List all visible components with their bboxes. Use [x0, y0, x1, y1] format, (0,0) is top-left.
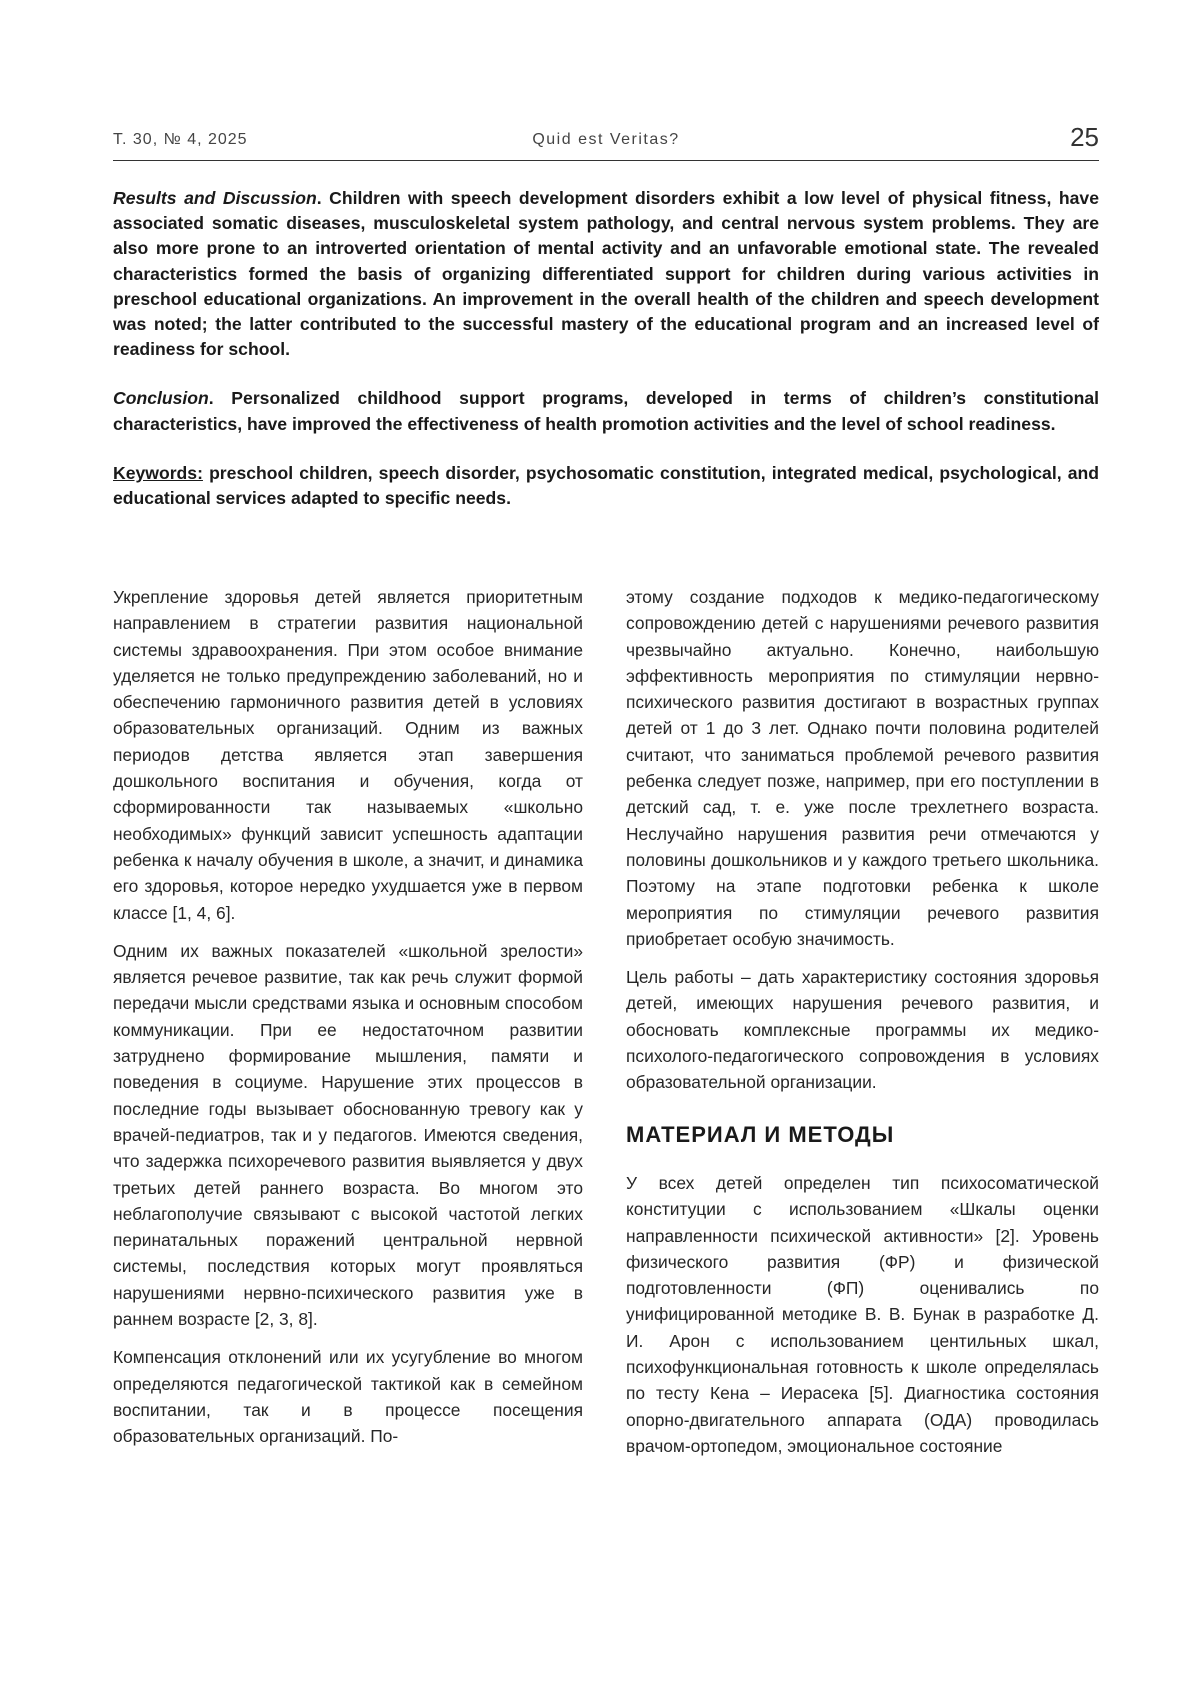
left-column [113, 584, 583, 1462]
body-paragraph: Цель работы – дать характеристику состояния здоровья детей, имеющих нарушения речевого развития, и обосновать комплексные программы их медико-психолого-педагогического сопровождения в условиях образовательной организации. [626, 967, 1099, 1093]
results-text: . Children with speech development disorders exhibit a low level of physical fitness, have associated somatic diseases, musculoskeletal system pathology, and central nervous system problems. They are also more prone to an introverted orientation of mental activity and an unfavorable emotional state. The revealed characteristics formed the basis of organizing differentiated support for children during various activities in preschool educational organizations. An improvement in the overall health of the children and speech development was noted; the latter contributed to the successful mastery of the educational program and an increased level of readiness for school. [113, 188, 1099, 360]
body-paragraph: Компенсация отклонений или их усугубление во многом определяются педагогической тактикой как в семейном воспитании, так и в процессе посещения образовательных организаций. По- [113, 1347, 583, 1447]
keywords-text: preschool children, speech disorder, psychosomatic constitution, integrated medical, psychological, and educational services adapted to specific needs. [113, 462, 1099, 509]
conclusion-text: . Personalized childhood support programs, developed in terms of children’s constitutional characteristics, have improved the effectiveness of health promotion activities and the level of school readiness. [113, 388, 1099, 434]
running-header [113, 120, 1099, 161]
right-column [626, 584, 1099, 1471]
methods-paragraph: У всех детей определен тип психосоматической конституции с использованием «Шкалы оценки направленности психической активности» [2]. Уровень физического развития (ФР) и физической подготовленности (ФП) оценивались по унифицированной методике В. В. Бунак в разработке Д. И. Арон с использованием центильных шкал, психофункциональная готовность к школе определялась по тесту Кена – Иерасека [5]. Диагностика состояния опорно-двигательного аппарата (ОДА) проводилась врачом-ортопедом, эмоциональное состояние [626, 1172, 1099, 1456]
page-number: 25 [1070, 122, 1099, 152]
body-paragraph: Одним их важных показателей «школьной зрелости» является речевое развитие, так как речь служит формой передачи мысли средствами языка и основным способом коммуникации. При ее недостаточном развитии затруднено формирование мышления, памяти и поведения в социуме. Нарушение этих процессов в последние годы вызывает обоснованную тревогу как у врачей-педиатров, так и у педагогов. Имеются сведения, что задержка психоречевого развития выявляется у двух третьих детей раннего возраста. Во многом это неблагополучие связывают с высокой частотой легких перинатальных поражений центральной нервной системы, последствия которых могут проявляться нарушениями нервно-психического развития уже в раннем возрасте [2, 3, 8]. [113, 940, 583, 1330]
section-heading: МАТЕРИАЛ И МЕТОДЫ [626, 1121, 895, 1147]
results-heading: Results and Discussion [113, 188, 317, 208]
volume-issue: Т. 30, № 4, 2025 [113, 131, 248, 148]
keywords-label: Keywords: [113, 462, 203, 483]
english-abstract [113, 186, 1099, 511]
body-paragraph: этому создание подходов к медико-педагогическому сопровождению детей с нарушениями речевого развития чрезвычайно актуально. Конечно, наибольшую эффективность мероприятия по стимуляции нервно-психического развития достигают в возрастных группах детей от 1 до 3 лет. Однако почти половина родителей считают, что заниматься проблемой речевого развития ребенка следует позже, например, при его поступлении в детский сад, т. е. уже после трехлетнего возраста. Неслучайно нарушения развития речи отмечаются у половины дошкольников и у каждого третьего школьника. Поэтому на этапе подготовки ребенка к школе мероприятия по стимуляции речевого развития приобретает особую значимость. [626, 587, 1099, 949]
conclusion-paragraph [113, 386, 1099, 436]
journal-title: Quid est Veritas? [532, 131, 680, 148]
conclusion-heading: Conclusion [113, 388, 209, 409]
results-paragraph [113, 186, 1099, 362]
keywords-paragraph [113, 461, 1099, 511]
body-paragraph: Укрепление здоровья детей является приоритетным направлением в стратегии развития национальной системы здравоохранения. При этом особое внимание уделяется не только предупреждению заболеваний, но и обеспечению гармоничного развития детей в условиях образовательных организаций. Одним из важных периодов детства является этап завершения дошкольного воспитания и обучения, когда от сформированности так называемых «школьно необходимых» функций зависит успешность адаптации ребенка к началу обучения в школе, а значит, и динамика его здоровья, которое нередко ухудшается уже в первом классе [1, 4, 6]. [113, 587, 583, 923]
